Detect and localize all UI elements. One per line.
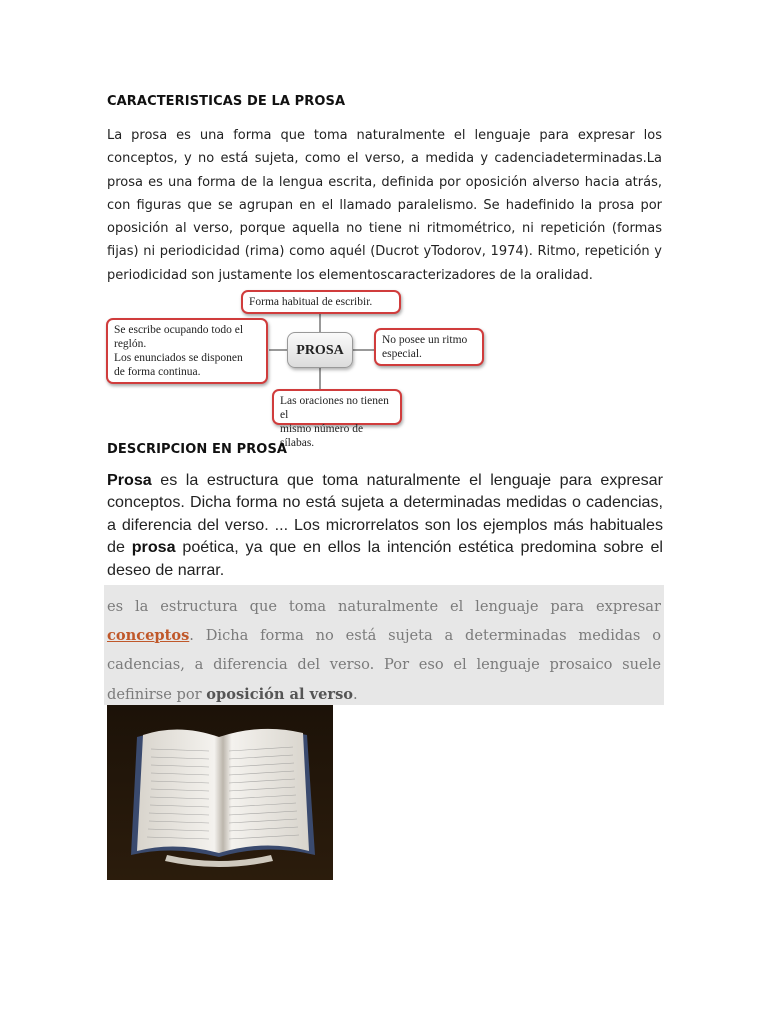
- section-heading-caracteristicas: CARACTERISTICAS DE LA PROSA: [107, 94, 346, 109]
- conceptos-link[interactable]: conceptos: [107, 627, 190, 645]
- concept-map: [104, 288, 484, 449]
- map-node-left-line: Los enunciados se disponen: [114, 352, 243, 364]
- quote-fragment: .: [353, 685, 358, 703]
- map-node-right-line: especial.: [382, 348, 422, 360]
- paragraph-descripcion: [107, 469, 663, 581]
- section-heading-descripcion: DESCRIPCION EN PROSA: [107, 442, 288, 457]
- paragraph-caracteristicas: La prosa es una forma que toma naturalmente el lenguaje para expresar los conceptos, y no está sujeta, como el verso, a medida y cadenciadeterminadas.La prosa es una forma de la lengua escrita, definida por oposición alverso hacia atrás, con figuras que se agrupan en el llamado paralelismo. Se hadefinido la prosa por oposición al verso, porque aquella no tiene ni ritmométrico, ni repetición (formas fijas) ni periodicidad (rima) como aquél (Ducrot yTodorov, 1974). Ritmo, repetición y periodicidad son justamente los elementoscaracterizadores de la oralidad.: [107, 128, 662, 283]
- map-node-right-line: No posee un ritmo: [382, 334, 468, 346]
- open-book-image: [107, 705, 333, 880]
- quote-emphasis: oposición al verso: [206, 685, 354, 703]
- paragraph-text: poética, ya que en ellos la intención estética predomina sobre el deseo de narrar.: [107, 538, 663, 579]
- quote-fragment: es la estructura que toma naturalmente el lenguaje para expresar: [107, 598, 661, 615]
- map-node-top-text: Forma habitual de escribir.: [249, 296, 373, 308]
- map-node-center: PROSA: [287, 332, 353, 368]
- paragraph-text: es la estructura que toma naturalmente el lenguaje para expresar conceptos. Dicha forma no está sujeta a determinadas medidas o cadencias, a diferencia del verso. ... Los microrrelatos son los ejemplos más habituales de: [107, 471, 663, 557]
- map-node-left-line: reglón.: [114, 338, 147, 350]
- quote-text: [107, 592, 661, 709]
- map-node-left: [106, 318, 268, 384]
- map-node-left-line: Se escribe ocupando todo el: [114, 324, 244, 336]
- bold-prosa: prosa: [131, 538, 176, 557]
- map-node-right: [374, 328, 484, 366]
- map-node-top: [241, 290, 401, 314]
- quote-fragment: . Dicha forma no está sujeta a determinadas medidas o cadencias, a diferencia del verso. Por eso el lenguaje prosaico suele definirse por: [107, 627, 661, 703]
- map-node-bottom: [272, 389, 402, 449]
- map-node-bottom-line: mismo número de sílabas.: [280, 423, 364, 449]
- map-node-left-line: de forma continua.: [114, 366, 201, 378]
- map-node-bottom-line: Las oraciones no tienen el: [280, 395, 389, 421]
- bold-prosa: Prosa: [107, 471, 152, 489]
